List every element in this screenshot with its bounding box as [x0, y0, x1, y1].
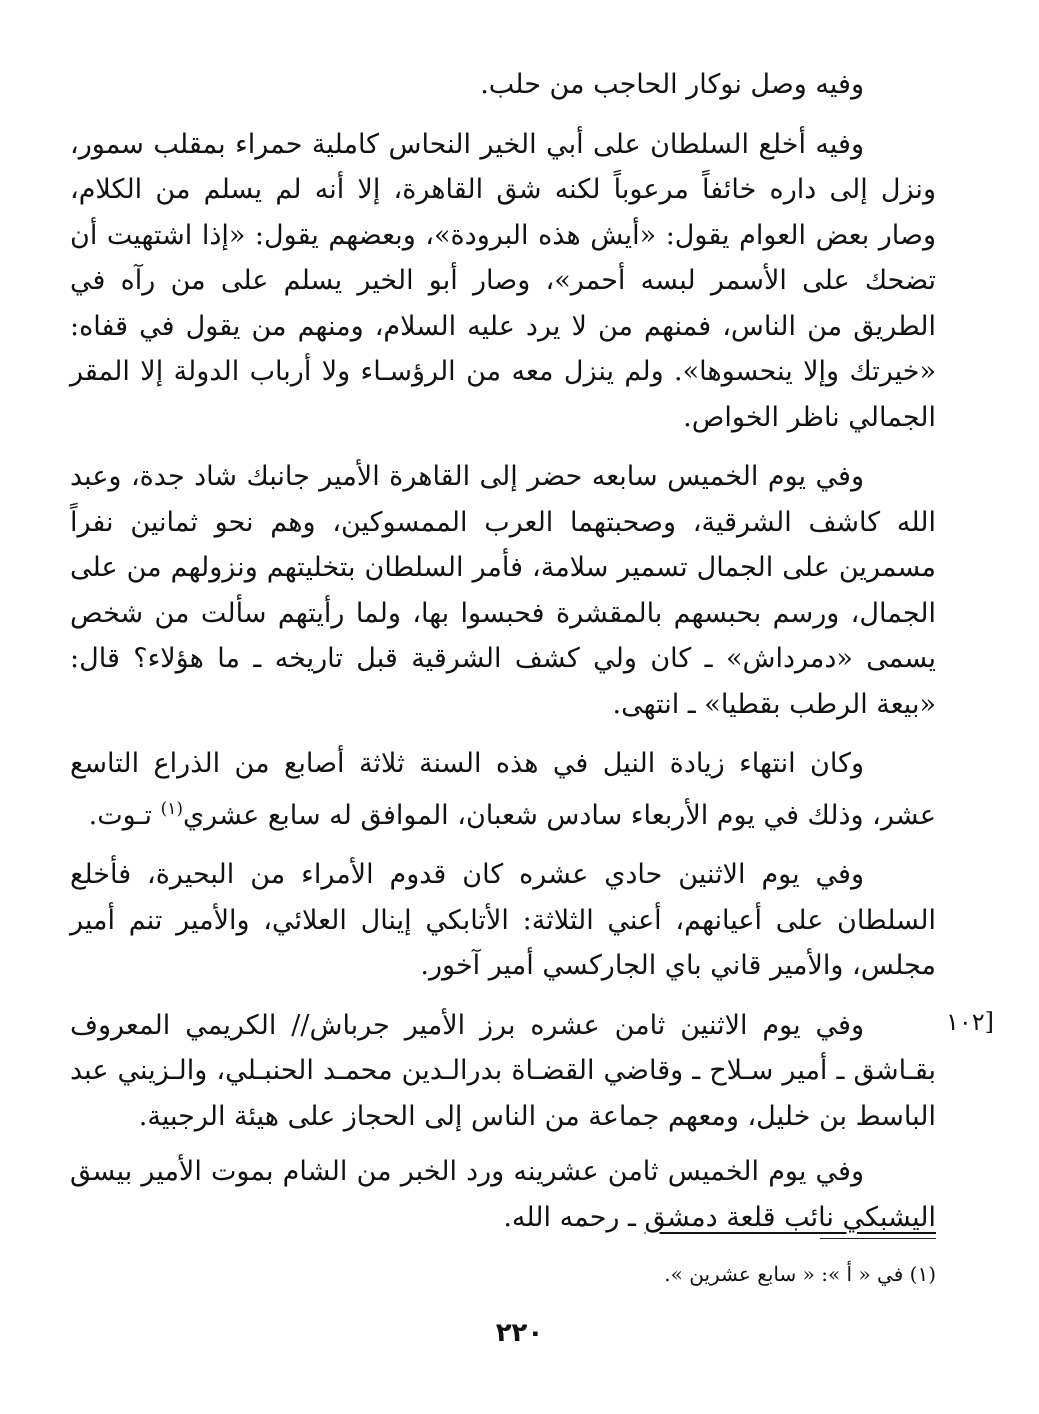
paragraph-7-end: ـ رحمه الله. — [503, 1201, 645, 1233]
paragraph-3: وفي يوم الخميس سابعه حضر إلى القاهرة الأمير جانبك شاد جدة، وعبد الله كاشف الشرقية، وصحبتهما العرب الممسوكين، وهم نحو ثمانين نفراً مسمرين على الجمال تسمير سلامة، فأمر السلطان بتخليتهم ونزولهم من على الجمال، ورسم بحبسهم بالمقشرة فحبسوا بها، ولما رأيتهم سألت من شخص يسمى «دمرداش» ـ كان ولي كشف الشرقية قبل تاريخه ـ ما هؤلاء؟ قال: «بيعة الرطب بقطيا» ـ انتهى. — [70, 461, 936, 720]
manuscript-folio-marker: [١٠٢ — [945, 1008, 995, 1036]
paragraph-4-text: وكان انتهاء زيادة النيل في هذه السنة ثلاثة أصابع من الذراع التاسع عشر، وذلك في يوم الأربعاء سادس شعبان، الموافق له سابع عشري — [70, 748, 936, 831]
paragraph-4-end: تـوت. — [88, 799, 161, 831]
paragraph-1: وفيه وصل نوكار الحاجب من حلب. — [480, 69, 864, 100]
footnote: (١) في « أ »: « سابع عشرين ». — [664, 1262, 936, 1286]
paragraph-6: وفي يوم الاثنين ثامن عشره برز الأمير جرباش// الكريمي المعروف بقـاشق ـ أمير سـلاح ـ وقاضي القضـاة بدرالـدين محمـد الحنبـلي، والـزيني عبد الباسط بن خليل، ومعهم جماعة من الناس إلى الحجاز على هيئة الرجبية. — [70, 1009, 936, 1132]
body-text — [70, 62, 936, 1254]
underlined-phrase: اليشبكي نائب قلعة دمشق — [644, 1201, 936, 1233]
footnote-reference: (١) — [160, 798, 184, 819]
paragraph-2: وفيه أخلع السلطان على أبي الخير النحاس كاملية حمراء بمقلب سمور، ونزل إلى داره خائفاً مرعوباً لكنه شق القاهرة، إلا أنه لم يسلم من الكلام، وصار بعض العوام يقول: «أيش هذه البرودة»، وبعضهم يقول: «إذا اشتهيت أن تضحك على الأسمر لبسه أحمر»، وصار أبو الخير يسلم على من رآه في الطريق من الناس، فمنهم من لا يرد عليه السلام، ومنهم من يقول في قفاه: «خيرتك وإلا ينحسوها». ولم ينزل معه من الرؤسـاء ولا أرباب الدولة إلا المقر الجمالي ناظر الخواص. — [70, 128, 936, 433]
paragraph-4 — [70, 741, 936, 838]
page-number: ٢٢٠ — [495, 1318, 544, 1348]
paragraph-7-text: وفي يوم الخميس ثامن عشرينه ورد الخبر من الشام بموت الأمير بيسق — [70, 1156, 864, 1187]
footnote-divider — [820, 1238, 936, 1239]
paragraph-5: وفي يوم الاثنين حادي عشره كان قدوم الأمراء من البحيرة، فأخلع السلطان على أعيانهم، أعني الثلاثة: الأتابكي إينال العلائي، والأمير تنم أمير مجلس، والأمير قاني باي الجاركسي أمير آخور. — [70, 859, 936, 981]
paragraph-7 — [70, 1149, 936, 1240]
